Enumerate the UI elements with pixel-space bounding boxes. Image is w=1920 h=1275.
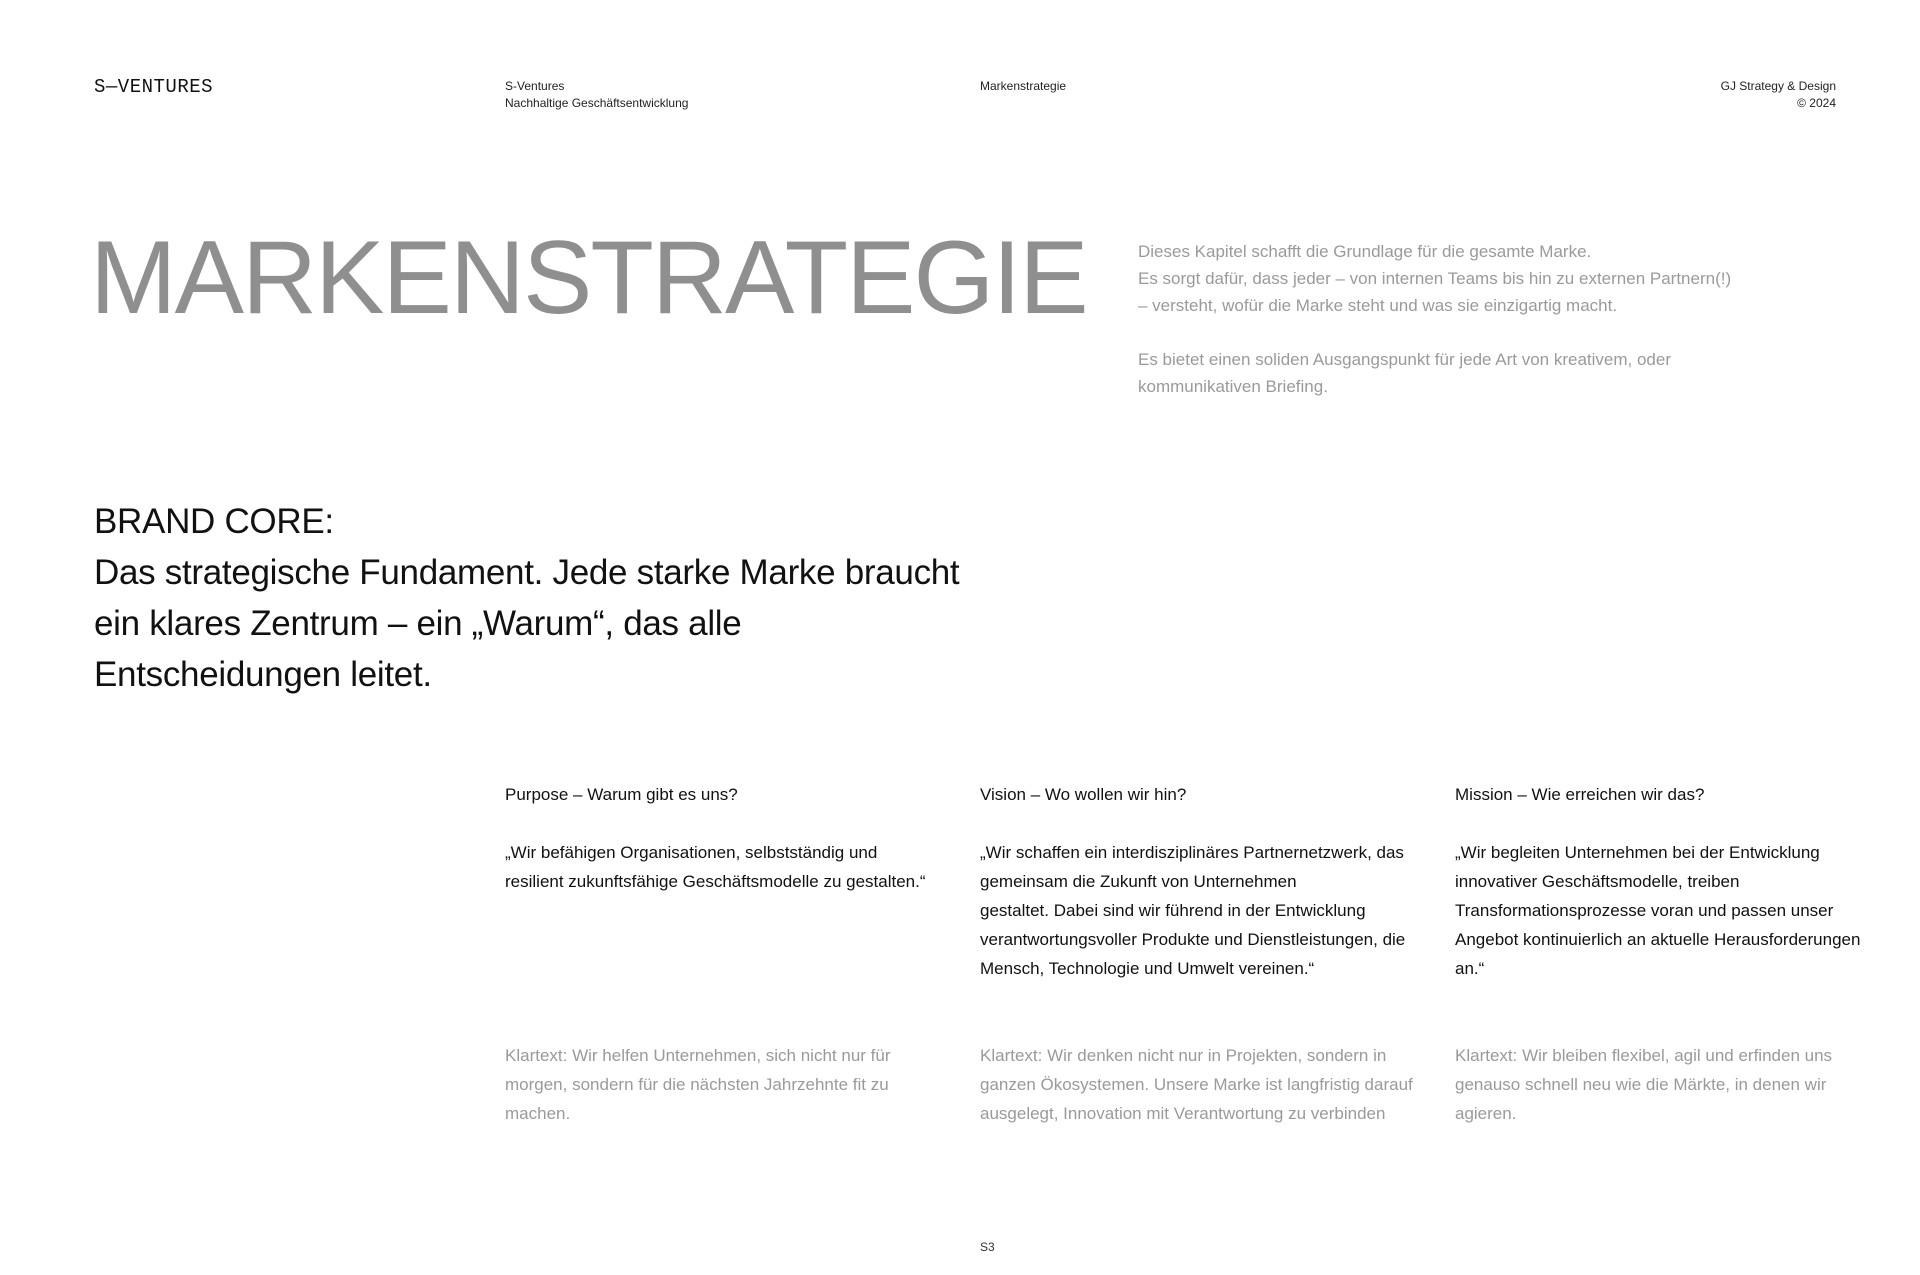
intro-text	[1138, 238, 1818, 427]
brand-core-section	[94, 496, 994, 700]
brand-logo: S—VENTURES	[94, 76, 214, 98]
quote-line: an.“	[1455, 959, 1485, 978]
intro-line: Es sorgt dafür, dass jeder – von internen Teams bis hin zu externen Partnern(!)	[1138, 269, 1732, 288]
quote-line: verantwortungsvoller Produkte und Dienstleistungen, die	[980, 930, 1406, 949]
mission-title: Mission – Wie erreichen wir das?	[1455, 785, 1705, 804]
clear-line: Klartext: Wir denken nicht nur in Projekten, sondern in	[980, 1046, 1387, 1065]
quote-line: „Wir befähigen Organisationen, selbstständig und	[505, 843, 878, 862]
vision-title: Vision – Wo wollen wir hin?	[980, 785, 1187, 804]
quote-line: resilient zukunftsfähige Geschäftsmodelle zu gestalten.“	[505, 872, 926, 891]
intro-line: Es bietet einen soliden Ausgangspunkt für jede Art von kreativem, oder	[1138, 350, 1671, 369]
purpose-clear-text	[505, 1041, 891, 1128]
purpose-title: Purpose – Warum gibt es uns?	[505, 785, 738, 804]
quote-line: gestaltet. Dabei sind wir führend in der Entwicklung	[980, 901, 1366, 920]
section-label	[980, 78, 1066, 95]
clear-line: ausgelegt, Innovation mit Verantwortung zu verbinden	[980, 1104, 1386, 1123]
quote-line: Mensch, Technologie und Umwelt vereinen.“	[980, 959, 1315, 978]
quote-line: „Wir begleiten Unternehmen bei der Entwicklung	[1455, 843, 1820, 862]
intro-line: kommunikativen Briefing.	[1138, 377, 1328, 396]
company-info	[505, 78, 688, 112]
vision-column	[980, 780, 1420, 1123]
vision-clear-text	[980, 1041, 1413, 1128]
clear-line: morgen, sondern für die nächsten Jahrzehnte fit zu	[505, 1075, 889, 1094]
quote-line: innovativer Geschäftsmodelle, treiben	[1455, 872, 1740, 891]
mission-clear-text	[1455, 1041, 1832, 1128]
clear-line: Klartext: Wir bleiben flexibel, agil und erfinden uns	[1455, 1046, 1833, 1065]
intro-paragraph-1	[1138, 238, 1818, 319]
clear-line: Klartext: Wir helfen Unternehmen, sich nicht nur für	[505, 1046, 891, 1065]
clear-line: genauso schnell neu wie die Märkte, in denen wir	[1455, 1075, 1827, 1094]
company-name: S-Ventures	[505, 79, 565, 93]
clear-line: machen.	[505, 1104, 571, 1123]
author-name: GJ Strategy & Design	[1720, 79, 1836, 93]
brand-core-heading: BRAND CORE:	[94, 502, 334, 541]
copyright: © 2024	[1797, 96, 1836, 110]
mission-quote	[1455, 838, 1895, 983]
author-info	[1721, 78, 1836, 112]
brand-core-line: Entscheidungen leitet.	[94, 655, 432, 694]
purpose-column	[505, 780, 945, 1123]
company-tagline: Nachhaltige Geschäftsentwicklung	[505, 96, 689, 110]
intro-line: – versteht, wofür die Marke steht und was sie einzigartig macht.	[1138, 296, 1618, 315]
purpose-quote	[505, 838, 945, 896]
page-number: S3	[980, 1240, 995, 1254]
intro-line: Dieses Kapitel schafft die Grundlage für die gesamte Marke.	[1138, 242, 1592, 261]
quote-line: „Wir schaffen ein interdisziplinäres Partnernetzwerk, das	[980, 843, 1404, 862]
section-name: Markenstrategie	[980, 79, 1067, 93]
clear-line: ganzen Ökosystemen. Unsere Marke ist langfristig darauf	[980, 1075, 1413, 1094]
quote-line: Angebot kontinuierlich an aktuelle Herausforderungen	[1455, 930, 1861, 949]
mission-column	[1455, 780, 1895, 1123]
brand-core-line: Das strategische Fundament. Jede starke Marke braucht	[94, 553, 960, 592]
quote-line: Transformationsprozesse voran und passen unser	[1455, 901, 1834, 920]
brand-core-line: ein klares Zentrum – ein „Warum“, das alle	[94, 604, 742, 643]
quote-line: gemeinsam die Zukunft von Unternehmen	[980, 872, 1297, 891]
clear-line: agieren.	[1455, 1104, 1517, 1123]
vision-quote	[980, 838, 1420, 983]
intro-paragraph-2	[1138, 346, 1818, 400]
page-title: MARKENSTRATEGIE	[90, 220, 1087, 336]
